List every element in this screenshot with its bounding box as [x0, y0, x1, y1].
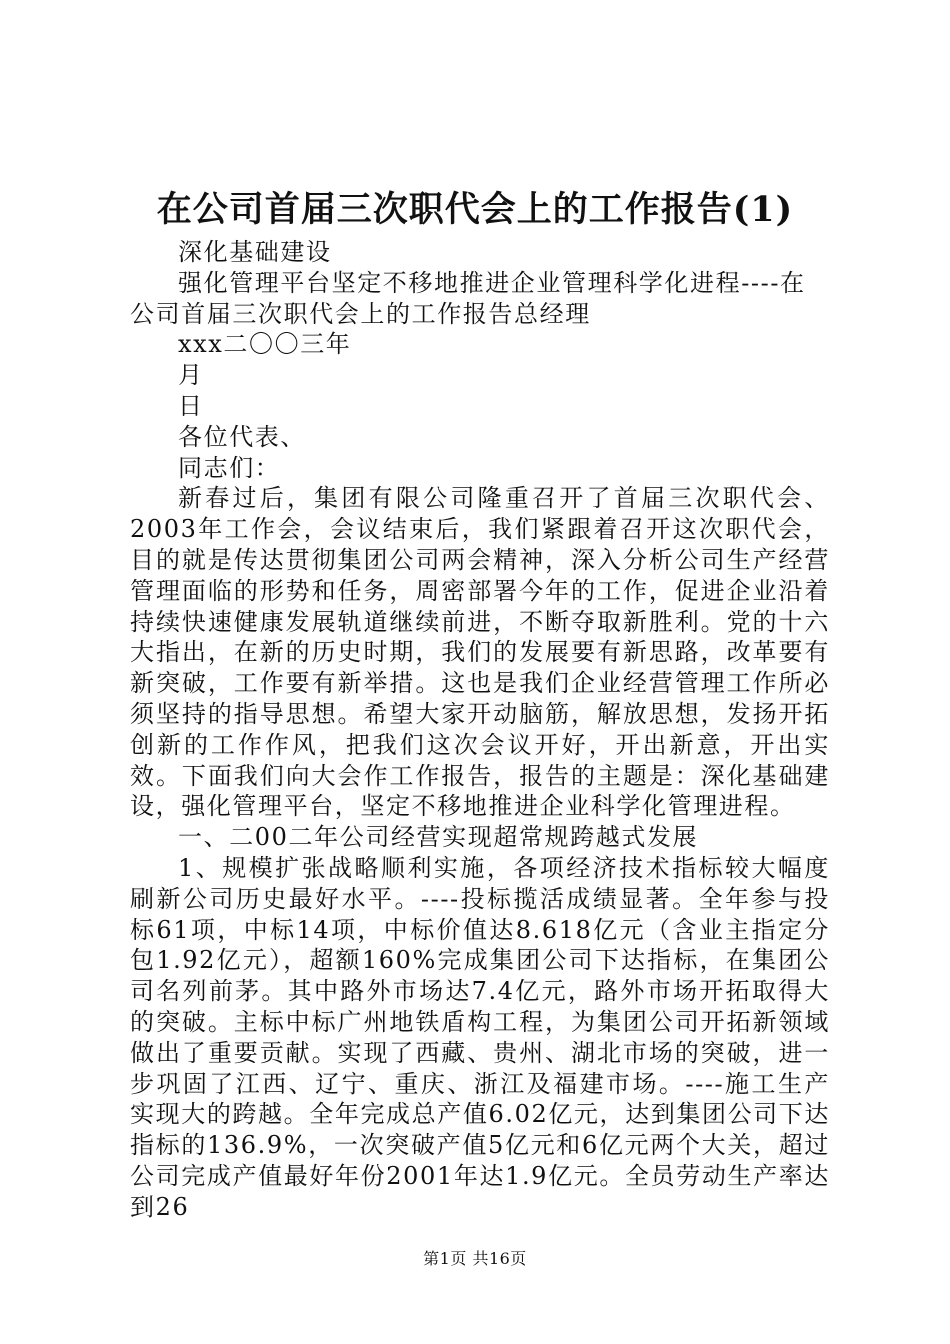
document-body: [130, 237, 830, 1223]
section-heading-1: 一、二00二年公司经营实现超常规跨越式发展: [178, 823, 699, 852]
paragraph-salutation-1: 各位代表、: [178, 422, 306, 451]
paragraph-month: 月: [178, 361, 204, 390]
page-number: 第1页 共16页: [423, 1249, 527, 1268]
paragraph-item-1: 1、规模扩张战略顺利实施，各项经济技术指标较大幅度刷新公司历史最好水平。----投标揽活成绩显著。全年参与投标61项，中标14项，中标价值达8.618亿元（含业主指定分包1.92亿元），超额160%完成集团公司下达指标，在集团公司名列前茅。其中路外市场达7.4亿元，路外市场开拓取得大的突破。主标中标广州地铁盾构工程，为集团公司开拓新领域做出了重要贡献。实现了西藏、贵州、湖北市场的突破，进一步巩固了江西、辽宁、重庆、浙江及福建市场。----施工生产实现大的跨越。全年完成总产值6.02亿元，达到集团公司下达指标的136.9%，一次突破产值5亿元和6亿元两个大关，超过公司完成产值最好年份2001年达1.9亿元。全员劳动生产率达到26: [130, 853, 830, 1221]
paragraph-author-date: xxx二〇〇三年: [178, 330, 352, 359]
paragraph-subtitle-2: 强化管理平台坚定不移地推进企业管理科学化进程----在公司首届三次职代会上的工作报告总经理: [130, 268, 806, 328]
paragraph-opening: 新春过后，集团有限公司隆重召开了首届三次职代会、2003年工作会，会议结束后，我们紧跟着召开这次职代会，目的就是传达贯彻集团公司两会精神，深入分析公司生产经营管理面临的形势和任务，周密部署今年的工作，促进企业沿着持续快速健康发展轨道继续前进，不断夺取新胜利。党的十六大指出，在新的历史时期，我们的发展要有新思路，改革要有新突破，工作要有新举措。这也是我们企业经营管理工作所必须坚持的指导思想。希望大家开动脑筋，解放思想，发扬开拓创新的工作作风，把我们这次会议开好，开出新意，开出实效。下面我们向大会作工作报告，报告的主题是：深化基础建设，强化管理平台，坚定不移地推进企业科学化管理进程。: [130, 484, 830, 821]
paragraph-salutation-2: 同志们：: [178, 453, 281, 482]
document-title: 在公司首届三次职代会上的工作报告(1): [156, 189, 794, 230]
paragraph-day: 日: [178, 391, 204, 420]
paragraph-subtitle-1: 深化基础建设: [178, 238, 332, 266]
